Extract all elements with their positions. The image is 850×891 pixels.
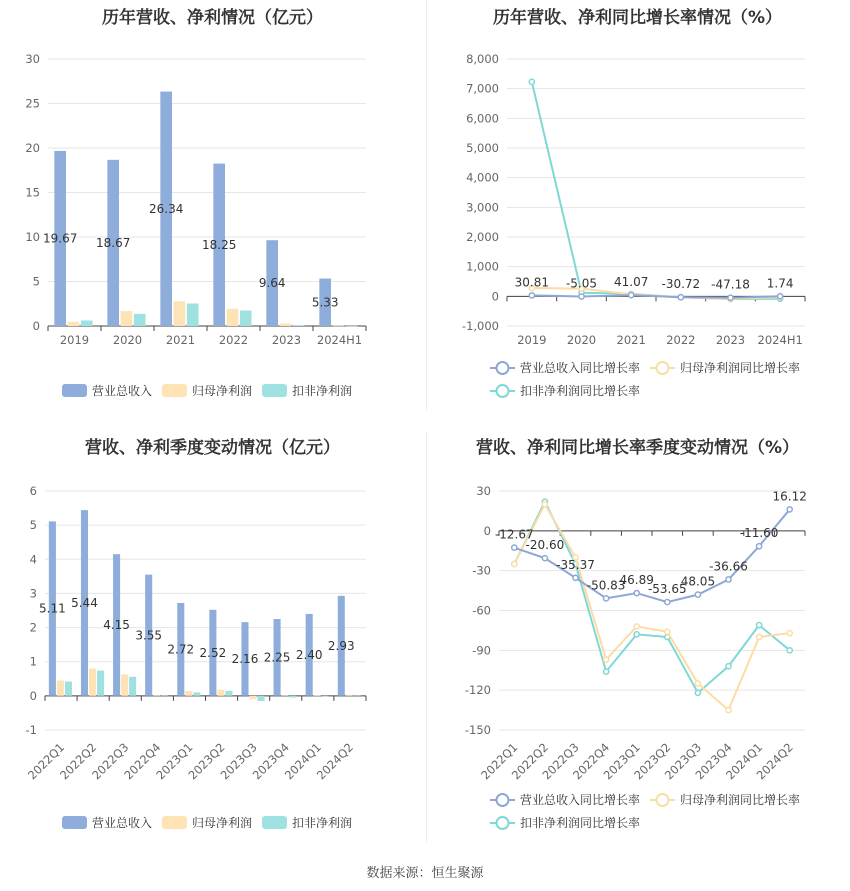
chart-title-quarterly-growth: 营收、净利同比增长率季度变动情况（%） (475, 438, 800, 458)
bar (290, 696, 297, 698)
bar (217, 690, 224, 696)
legend-swatch (62, 384, 87, 397)
y-tick-label: -1,000 (461, 319, 499, 333)
data-label: -35.37 (556, 557, 595, 572)
bar (161, 695, 168, 696)
bar (121, 311, 133, 326)
data-source-note: 数据来源：恒生聚源 (366, 866, 484, 881)
legend-label: 扣非净利润 (292, 384, 353, 398)
series-point (695, 592, 700, 597)
bar (57, 680, 64, 695)
x-tick-label: 2022Q1 (478, 740, 521, 783)
x-tick-label: 2023Q1 (600, 740, 643, 783)
legend-marker (497, 794, 509, 806)
data-label: -36.66 (709, 559, 748, 574)
y-tick-label: 7,000 (466, 81, 499, 96)
data-label: -30.72 (661, 277, 701, 292)
legend-label: 营业总收入同比增长率 (520, 361, 641, 375)
bar (333, 326, 345, 327)
y-tick-label: 30 (25, 52, 40, 66)
data-label: 18.25 (202, 237, 237, 252)
panel-quarterly-growth (425, 430, 850, 850)
data-label: 2.40 (295, 647, 323, 662)
series-point (665, 629, 670, 634)
legend-label: 营业总收入同比增长率 (520, 793, 641, 807)
series-point (634, 624, 639, 629)
data-label: 19.67 (43, 231, 78, 246)
series-point (542, 556, 547, 561)
y-tick-label: 2,000 (466, 230, 499, 244)
bar (293, 325, 305, 326)
y-tick-label: -90 (472, 643, 491, 658)
bar (174, 301, 186, 326)
x-tick-label: 2024Q1 (723, 740, 766, 783)
data-label: 2.93 (327, 638, 355, 653)
legend-marker (497, 385, 509, 397)
series-point (634, 632, 639, 637)
divider-bottom (426, 432, 427, 842)
series-point (787, 507, 792, 512)
annual-growth-chart (425, 0, 850, 410)
x-tick-label: 2019 (59, 333, 90, 347)
series-point (787, 648, 792, 653)
x-tick-label: 2021 (165, 333, 196, 347)
series-point (604, 669, 609, 674)
y-tick-label: 20 (25, 141, 40, 155)
x-tick-label: 2023Q2 (631, 740, 674, 783)
series-point (726, 577, 731, 582)
legend-swatch (262, 816, 287, 829)
bar (65, 682, 72, 696)
series-point (787, 630, 792, 635)
legend-label: 归母净利润 (192, 816, 253, 830)
data-label: 9.64 (258, 276, 286, 291)
legend-label: 扣非净利润 (292, 816, 353, 830)
series-point (529, 79, 534, 84)
series-point (542, 502, 547, 507)
chart-title-annual-revenue: 历年营收、净利情况（亿元） (102, 8, 323, 28)
y-tick-label: 6,000 (466, 111, 499, 126)
data-label: 2.52 (199, 645, 227, 660)
y-tick-label: 5 (32, 274, 40, 289)
data-label: -20.60 (525, 538, 565, 553)
bar (97, 671, 104, 696)
series-point (695, 681, 700, 686)
x-tick-label: 2024H1 (316, 333, 363, 347)
series-point (678, 295, 683, 300)
y-tick-label: 15 (25, 185, 40, 200)
legend-label: 归母净利润同比增长率 (680, 361, 801, 375)
series-point (757, 544, 762, 549)
x-tick-label: 2022Q4 (570, 740, 613, 783)
bar (258, 696, 265, 701)
annual-revenue-chart (0, 0, 425, 410)
bar (346, 326, 358, 327)
data-label: 1.74 (766, 276, 794, 291)
x-tick-label: 2024Q2 (753, 740, 796, 783)
quarterly-revenue-chart (0, 430, 425, 850)
y-tick-label: 8,000 (466, 52, 499, 66)
x-tick-label: 2022Q3 (89, 740, 132, 783)
x-tick-label: 2022Q2 (508, 740, 552, 783)
legend-marker (497, 362, 509, 374)
y-tick-label: -30 (472, 563, 491, 578)
series-point (726, 664, 731, 669)
data-label: -5.05 (565, 276, 598, 291)
x-tick-label: 2022Q1 (24, 740, 68, 783)
bar (81, 320, 93, 326)
quarterly-growth-chart (425, 430, 850, 850)
bar (129, 677, 136, 696)
data-label: -47.18 (711, 277, 750, 292)
data-label: -11.60 (739, 526, 779, 541)
bar (240, 311, 252, 326)
x-tick-label: 2023Q4 (692, 740, 735, 783)
x-tick-label: 2022 (218, 333, 249, 347)
y-tick-label: 2 (29, 620, 37, 635)
x-tick-label: 2023Q2 (185, 740, 228, 783)
legend-label: 扣非净利润同比增长率 (520, 816, 641, 830)
data-label: 16.12 (772, 489, 807, 504)
data-label: 2.16 (231, 651, 259, 666)
legend-swatch (162, 816, 187, 829)
series-point (512, 545, 517, 550)
panel-annual-revenue (0, 0, 425, 410)
y-tick-label: 1,000 (466, 259, 499, 274)
bar (346, 695, 353, 696)
legend-label: 归母净利润同比增长率 (680, 793, 801, 807)
y-tick-label: 1 (29, 654, 37, 669)
data-label: 5.11 (39, 601, 66, 616)
data-label: -50.83 (586, 578, 626, 593)
legend-marker (657, 362, 669, 374)
series-point (726, 707, 731, 712)
legend-label: 归母净利润 (192, 384, 253, 398)
x-tick-label: 2023 (271, 333, 302, 347)
y-tick-label: 6 (29, 484, 37, 498)
series-point (604, 657, 609, 662)
y-tick-label: 0 (29, 688, 37, 703)
y-tick-label: -120 (464, 683, 491, 698)
bar (68, 322, 80, 326)
series-point (634, 590, 639, 595)
y-tick-label: 25 (25, 96, 40, 111)
x-tick-label: 2024Q1 (281, 740, 324, 783)
y-tick-label: 3 (29, 586, 37, 601)
y-tick-label: 0 (483, 523, 491, 538)
data-label: 2.25 (263, 650, 291, 665)
data-label: 46.89 (619, 573, 654, 588)
x-tick-label: 2022Q3 (539, 740, 582, 783)
y-tick-label: -60 (472, 603, 491, 618)
x-tick-label: 2020 (112, 333, 143, 347)
bar (280, 324, 292, 326)
bar (187, 303, 199, 326)
bar (134, 314, 146, 326)
bar (193, 692, 200, 695)
data-label: 5.44 (71, 595, 98, 610)
y-tick-label: 5,000 (466, 141, 499, 155)
x-tick-label: 2022 (666, 333, 696, 347)
x-tick-label: 2023Q3 (661, 740, 705, 783)
x-tick-label: 2023Q1 (153, 740, 196, 783)
panel-quarterly-revenue (0, 430, 425, 850)
y-tick-label: -1 (25, 723, 37, 737)
legend-marker (497, 817, 509, 829)
legend-swatch (62, 816, 87, 829)
bar (227, 309, 239, 326)
x-tick-label: 2022Q4 (121, 740, 164, 783)
y-tick-label: 4,000 (466, 170, 499, 185)
data-label: 4.15 (103, 618, 130, 633)
data-label: 5.33 (311, 295, 339, 310)
panel-annual-growth (425, 0, 850, 410)
data-label: 26.34 (149, 201, 184, 216)
x-tick-label: 2024Q2 (313, 740, 357, 783)
data-label: 41.07 (613, 275, 649, 290)
bar (121, 674, 128, 696)
x-tick-label: 2023 (715, 333, 746, 347)
x-tick-label: 2023Q4 (249, 740, 292, 783)
y-tick-label: 3,000 (466, 200, 499, 215)
data-label: 30.81 (514, 275, 550, 290)
data-label: 3.55 (135, 628, 163, 643)
y-tick-label: 30 (476, 484, 491, 498)
data-label: -53.65 (647, 582, 687, 597)
data-label: 18.67 (96, 235, 131, 250)
series-point (778, 294, 783, 299)
legend-label: 营业总收入 (92, 384, 153, 398)
series-point (695, 690, 700, 695)
bar (314, 696, 321, 697)
bar (89, 669, 96, 696)
series-point (629, 293, 634, 298)
data-label: -12.67 (494, 527, 534, 542)
bar (249, 696, 256, 699)
y-tick-label: 0 (32, 319, 40, 333)
x-tick-label: 2024H1 (757, 333, 803, 347)
legend-label: 扣非净利润同比增长率 (520, 384, 641, 398)
series-point (573, 575, 578, 580)
bar (282, 695, 289, 696)
data-label: 48.05 (680, 574, 716, 589)
chart-title-quarterly-revenue: 营收、净利季度变动情况（亿元） (85, 438, 340, 458)
bar (185, 691, 192, 696)
series-point (604, 596, 609, 601)
bar (225, 691, 232, 696)
series-point (728, 295, 733, 300)
legend-label: 营业总收入 (92, 816, 153, 830)
x-tick-label: 2022Q2 (57, 740, 100, 783)
x-tick-label: 2023Q3 (217, 740, 260, 783)
y-tick-label: 4 (29, 552, 37, 567)
chart-title-annual-growth: 历年营收、净利同比增长率情况（%） (492, 8, 783, 28)
divider-top (426, 0, 427, 410)
series-point (529, 293, 534, 298)
x-tick-label: 2020 (566, 333, 597, 347)
series-point (579, 294, 584, 299)
legend-swatch (262, 384, 287, 397)
y-tick-label: 0 (491, 289, 499, 304)
data-label: 2.72 (167, 642, 195, 657)
series-point (757, 634, 762, 639)
legend-swatch (162, 384, 187, 397)
legend-marker (657, 794, 669, 806)
y-tick-label: -150 (464, 723, 491, 737)
bar (153, 695, 160, 696)
bar (354, 695, 361, 696)
series-point (665, 599, 670, 604)
series-point (757, 623, 762, 628)
bar (322, 696, 329, 697)
x-tick-label: 2021 (616, 333, 646, 347)
series-point (512, 561, 517, 566)
y-tick-label: 10 (25, 230, 40, 244)
x-tick-label: 2019 (517, 333, 547, 347)
y-tick-label: 5 (29, 518, 37, 533)
